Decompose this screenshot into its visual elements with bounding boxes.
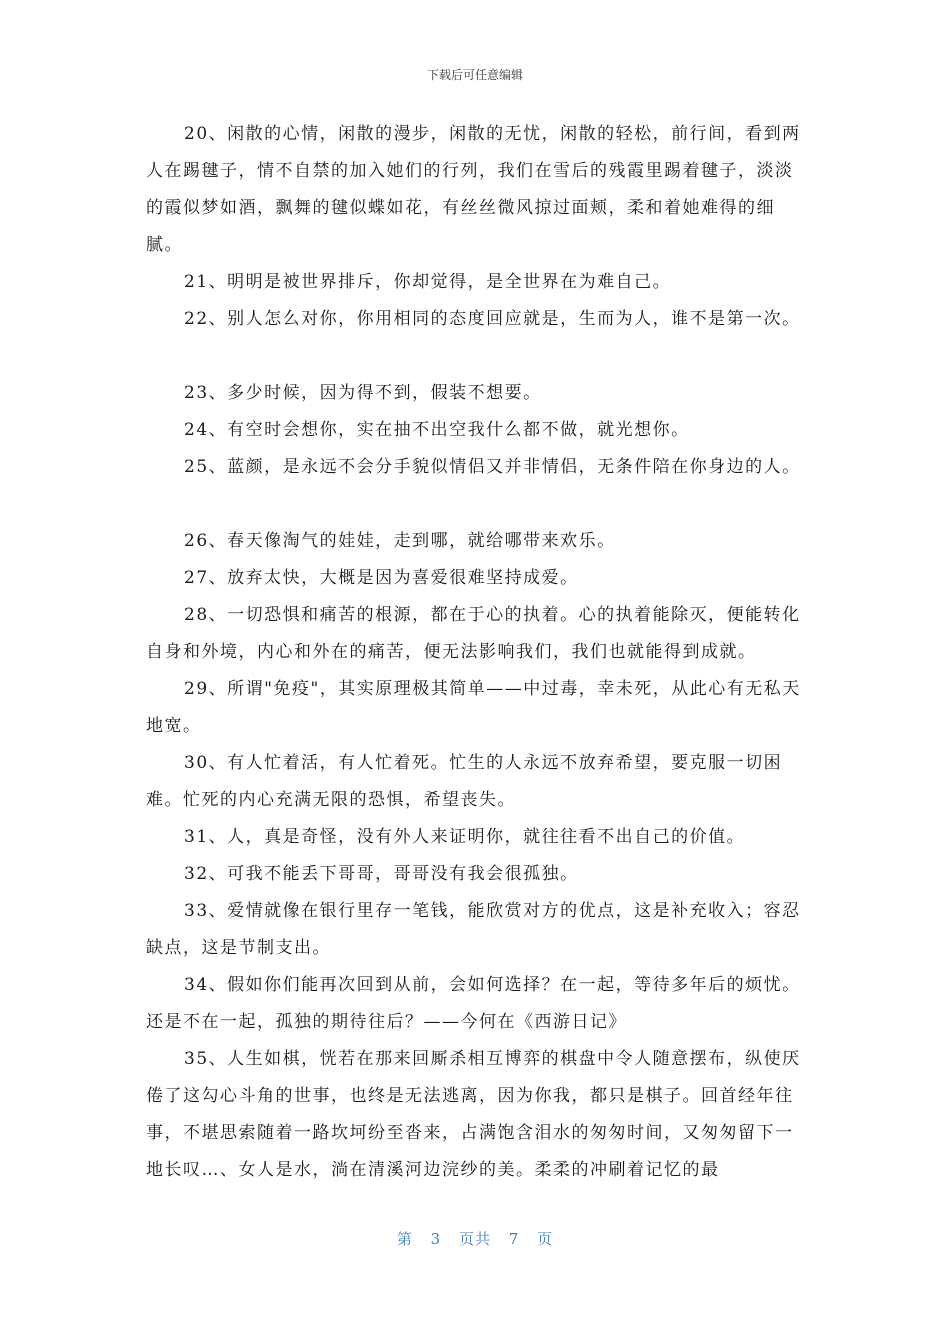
paragraph-30: 30、有人忙着活，有人忙着死。忙生的人永远不放弃希望，要克服一切困难。忙死的内心充满无限的恐惧，希望丧失。: [146, 753, 783, 810]
paragraph-25: 25、蓝颜，是永远不会分手貌似情侣又并非情侣，无条件陪在你身边的人。: [184, 457, 801, 477]
paragraph-gap: [146, 338, 806, 375]
paragraph-21: 21、明明是被世界排斥，你却觉得，是全世界在为难自己。: [184, 272, 672, 292]
paragraph-31: 31、人，真是奇怪，没有外人来证明你，就往往看不出自己的价值。: [184, 827, 746, 847]
page-footer: [0, 1228, 950, 1249]
paragraph-28: 28、一切恐惧和痛苦的根源，都在于心的执着。心的执着能除灭，便能转化自身和外境，内心和外在的痛苦，便无法影响我们，我们也就能得到成就。: [146, 605, 801, 662]
paragraph-24: 24、有空时会想你，实在抽不出空我什么都不做，就光想你。: [184, 420, 690, 440]
paragraph-34: 34、假如你们能再次回到从前，会如何选择？在一起，等待多年后的烦忧。还是不在一起，孤独的期待往后？——今何在《西游日记》: [146, 975, 801, 1032]
paragraph-23: 23、多少时候，因为得不到，假装不想要。: [184, 383, 542, 403]
page-header: 下载后可任意编辑: [426, 68, 523, 82]
paragraph-29: 29、所谓"免疫"，其实原理极其简单——中过毒，幸未死，从此心有无私天地宽。: [146, 679, 801, 736]
paragraph-32: 32、可我不能丢下哥哥，哥哥没有我会很孤独。: [184, 864, 579, 884]
paragraph-27: 27、放弃太快，大概是因为喜爱很难坚持成爱。: [184, 568, 579, 588]
current-page-number: 3: [430, 1230, 442, 1248]
paragraph-33: 33、爱情就像在银行里存一笔钱，能欣赏对方的优点，这是补充收入；容忍缺点，这是节制支出。: [146, 901, 801, 958]
footer-suffix: 页: [537, 1230, 554, 1248]
total-page-number: 7: [508, 1230, 520, 1248]
paragraph-35: 35、人生如棋，恍若在那来回厮杀相互博弈的棋盘中令人随意摆布，纵使厌倦了这勾心斗角的世事，也终是无法逃离，因为你我，都只是棋子。回首经年往事，不堪思索随着一路坎坷纷至沓来，占满饱含泪水的匆匆时间，又匆匆留下一地长叹…、女人是水，淌在清溪河边浣纱的美。柔柔的冲刷着记忆的最: [146, 1049, 801, 1180]
footer-prefix: 第: [396, 1230, 413, 1248]
paragraph-gap: [146, 486, 806, 523]
paragraph-26: 26、春天像淘气的娃娃，走到哪，就给哪带来欢乐。: [184, 531, 616, 551]
document-body: [146, 116, 806, 1189]
footer-middle: 页共: [458, 1230, 491, 1248]
paragraph-22: 22、别人怎么对你，你用相同的态度回应就是，生而为人，谁不是第一次。: [184, 309, 801, 329]
paragraph-20: 20、闲散的心情，闲散的漫步，闲散的无忧，闲散的轻松，前行间，看到两人在踢毽子，情不自禁的加入她们的行列，我们在雪后的残霞里踢着毽子，淡淡的霞似梦如酒，飘舞的毽似蝶如花，有丝丝微风掠过面颊，柔和着她难得的细腻。: [146, 124, 801, 255]
